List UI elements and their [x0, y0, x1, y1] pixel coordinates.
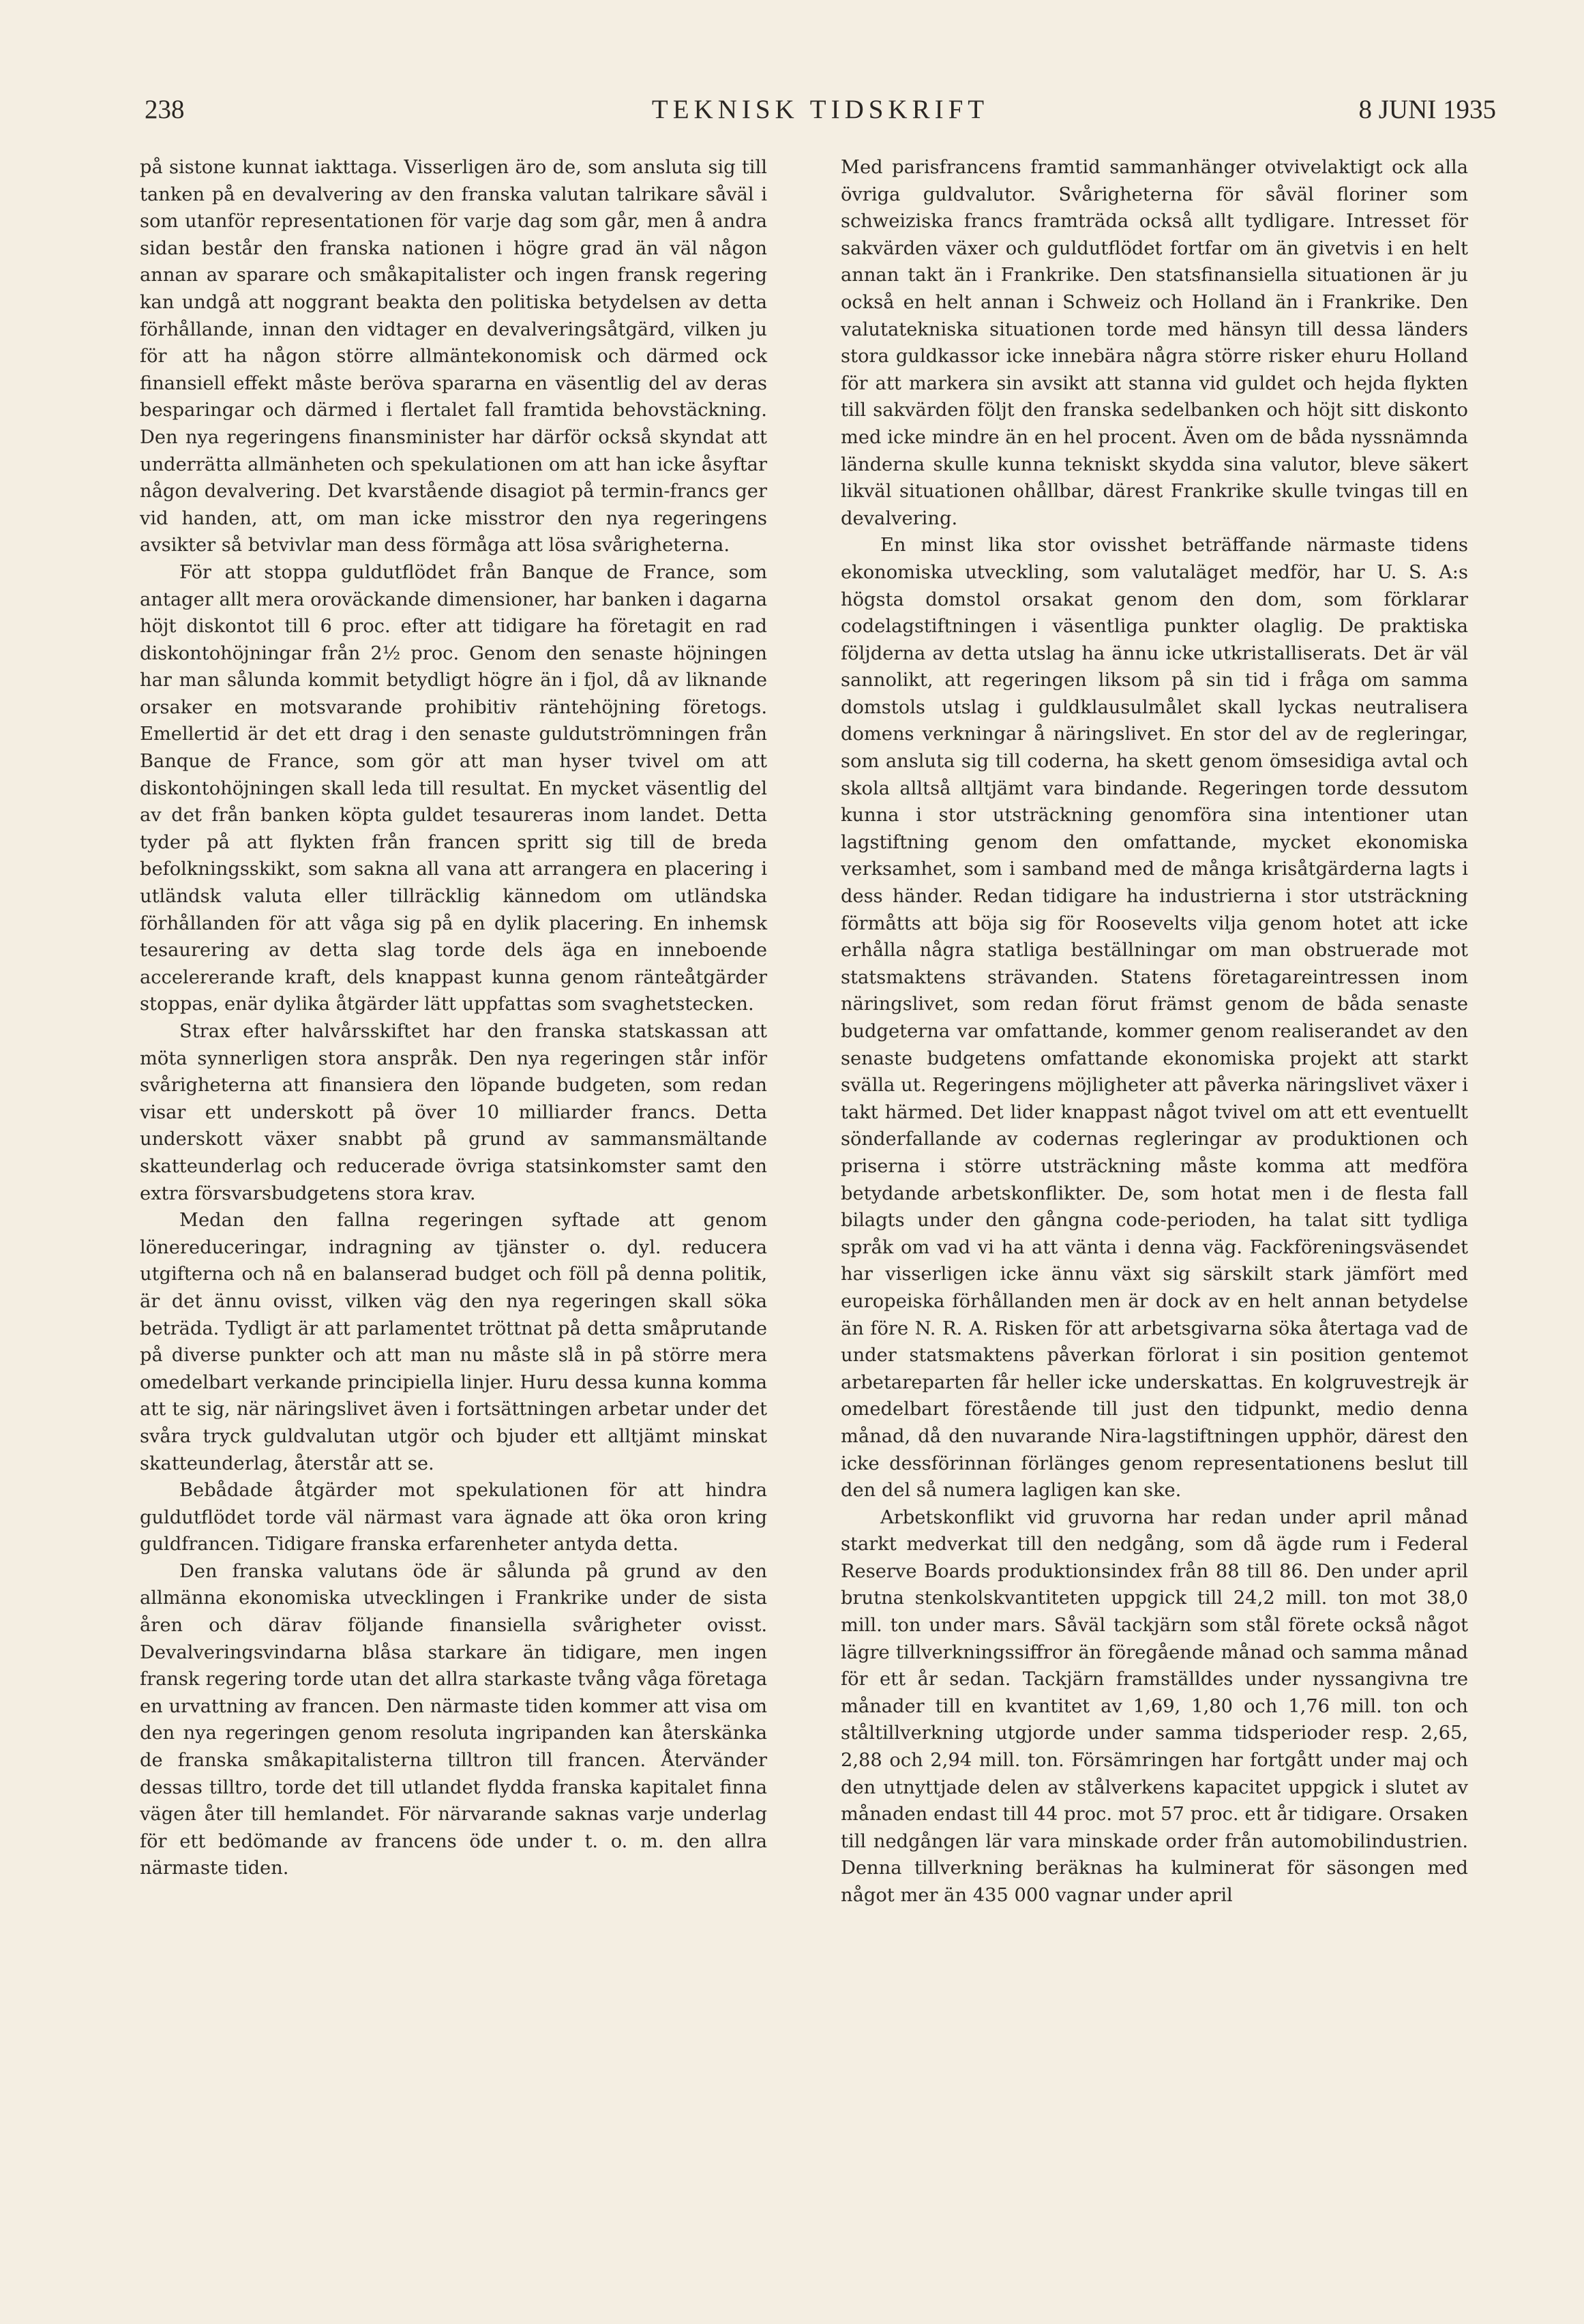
paragraph: Medan den fallna regeringen syftade att genom lönereduceringar, indragning av tjänster o. dyl. reducera utgifterna och nå en balanserad budget och föll på denna politik, är det ännu ovisst, vilken väg den nya regeringen skall söka beträda. Tydligt är att parlamentet tröttnat på detta småprutande på diverse punkter och att man nu måste slå in på större mera omedelbart verkande principiella linjer. Huru dessa kunna komma att te sig, när näringslivet även i fortsättningen arbetar under det svåra tryck guldvalutan utgör och bjuder ett alltjämt minskat skatteunderlag, återstår att se. [140, 1210, 767, 1474]
running-header [145, 94, 1496, 135]
issue-date: 8 JUNI 1935 [1358, 95, 1496, 124]
paragraph: Strax efter halvårsskiftet har den franska statskassan att möta synnerligen stora anspråk. Den nya regeringen står inför svårigheterna att finansiera den löpande budgeten, som redan visar ett underskott på över 10 milliarder francs. Detta underskott växer snabbt på grund av sammansmältande skatteunderlag och reducerade övriga statsinkomster samt den extra försvarsbudgetens stora krav. [140, 1021, 767, 1204]
journal-title: TEKNISK TIDSKRIFT [651, 95, 989, 124]
left-column [140, 154, 767, 1882]
paragraph: Bebådade åtgärder mot spekulationen för att hindra guldutflödet torde väl närmast vara ägnade att öka oron kring guldfrancen. Tidigare franska erfarenheter antyda detta. [140, 1480, 767, 1555]
paragraph: Den franska valutans öde är sålunda på grund av den allmänna ekonomiska utvecklingen i Frankrike under de sista åren och därav följande finansiella svårigheter ovisst. Devalveringsvindarna blåsa starkare än tidigare, men ingen fransk regering torde utan det allra starkaste tvång våga företaga en urvattning av francen. Den närmaste tiden kommer att visa om den nya regeringen genom resoluta ingripanden kan återskänka de franska småkapitalisterna tilltron till francen. Återvänder dessas tilltro, torde det till utlandet flydda franska kapitalet finna vägen åter till hemlandet. För närvarande saknas varje underlag för ett bedömande av francens öde under t. o. m. den allra närmaste tiden. [140, 1560, 767, 1879]
right-column [841, 154, 1468, 1909]
paragraph: Med parisfrancens framtid sammanhänger otvivelaktigt ock alla övriga guldvalutor. Svårigheterna för såväl floriner som schweiziska francs framträda också allt tydligare. Intresset för sakvärden växer och guldutflödet fortfar om än givetvis i en helt annan takt än i Frankrike. Den statsfinansiella situationen är ju också en helt annan i Schweiz och Holland än i Frankrike. Den valutatekniska situationen torde med hänsyn till dessa länders stora guldkassor icke innebära några större risker ehuru Holland för att markera sin avsikt att stanna vid guldet och hejda flykten till sakvärden följt den franska sedelbanken och höjt sitt diskonto med icke mindre än en hel procent. Även om de båda nyssnämnda länderna skulle kunna tekniskt skydda sina valutor, bleve säkert likväl situationen ohållbar, därest Frankrike skulle tvingas till en devalvering. [841, 157, 1468, 529]
paragraph: på sistone kunnat iakttaga. Visserligen äro de, som ansluta sig till tanken på en devalvering av den franska valutan talrikare såväl i som utanför representationen för varje dag som går, men å andra sidan består den franska nationen i högre grad än väl någon annan av sparare och småkapitalister och ingen fransk regering kan undgå att noggrant beakta den politiska betydelsen av detta förhållande, innan den vidtager en devalveringsåtgärd, vilken ju för att ha någon större allmäntekonomisk och därmed ock finansiell effekt måste beröva spararna en väsentlig del av deras besparingar och därmed i flertalet fall framtida behovstäckning. Den nya regeringens finansminister har därför också skyndat att underrätta allmänheten och spekulationen om att han icke åsyftar någon devalvering. Det kvarstående disagiot på termin-francs ger vid handen, att, om man icke misstror den nya regeringens avsikter så betvivlar man dess förmåga att lösa svårigheterna. [140, 157, 767, 556]
paragraph: En minst lika stor ovisshet beträffande närmaste tidens ekonomiska utveckling, som valutaläget medför, har U. S. A:s högsta domstol orsakat genom den dom, som förklarar codelagstiftningen i väsentliga punkter olaglig. De praktiska följderna av detta utslag ha ännu icke utkristalliserats. Det är väl sannolikt, att regeringen liksom på sin tid i fråga om samma domstols utslag i guldklausulmålet skall lyckas neutralisera domens verkningar å näringslivet. En stor del av de regleringar, som ansluta sig till coderna, ha skett genom ömsesidiga avtal och skola alltså alltjämt vara bindande. Regeringen torde dessutom kunna i stor utsträckning genomföra sina intentioner utan lagstiftning genom den omfattande, mycket ekonomiska verksamhet, som i samband med de många krisåtgärderna lagts i dess händer. Redan tidigare ha industrierna i stor utsträckning förmåtts att böja sig för Roosevelts vilja genom hotet att icke erhålla några statliga beställningar om man obstruerade mot statsmaktens strävanden. Statens företagareintressen inom näringslivet, som redan förut främst genom de båda senaste budgeterna var omfattande, kommer genom realiserandet av den senaste budgetens omfattande ekonomiska projekt att starkt svälla ut. Regeringens möjligheter att påverka näringslivet växer i takt härmed. Det lider knappast något tvivel om att ett eventuellt sönderfallande av codernas regleringar av produktionen och priserna i större utsträckning måste komma att medföra betydande arbetskonflikter. De, som hotat men i de flesta fall bilagts under den gångna code-perioden, ha talat sitt tydliga språk om vad vi ha att vänta i denna väg. Fackföreningsväsendet har visserligen icke ännu växt sig särskilt stark jämfört med europeiska förhållanden men är dock av en helt annan betydelse än före N. R. A. Risken för att arbetsgivarna söka återtaga vad de under statsmaktens påverkan förlorat i sin position gentemot arbetareparten får heller icke underskattas. En kolgruvestrejk är omedelbart förestående till just den tidpunkt, medio denna månad, då den nuvarande Nira-lagstiftningen upphör, därest den icke dessförinnan förlänges genom representationens beslut till den del så numera lagligen kan ske. [841, 535, 1468, 1502]
paragraph: För att stoppa guldutflödet från Banque de France, som antager allt mera oroväckande dimensioner, har banken i dagarna höjt diskontot till 6 proc. efter att tidigare ha företagit en rad diskontohöjningar från 2½ proc. Genom den senaste höjningen har man sålunda kommit betydligt högre än i fjol, då av liknande orsaker en motsvarande prohibitiv räntehöjning företogs. Emellertid är det ett drag i den senaste guldutströmningen från Banque de France, som gör att man hyser tvivel om att diskontohöjningen skall leda till resultat. En mycket väsentlig del av det från banken köpta guldet tesaureras inom landet. Detta tyder på att flykten från francen spritt sig till de breda befolkningsskikt, som sakna all vana att arrangera en placering i utländsk valuta eller tillräcklig kännedom om utländska förhållanden för att våga sig på en dylik placering. En inhemsk tesaurering av detta slag torde dels äga en inneboende accelererande kraft, dels knappast kunna genom ränteåtgärder stoppas, enär dylika åtgärder lätt uppfattas som svaghetstecken. [140, 561, 767, 1015]
page-number: 238 [145, 95, 185, 124]
paragraph: Arbetskonflikt vid gruvorna har redan under april månad starkt medverkat till den nedgång, som då ägde rum i Federal Reserve Boards produktionsindex från 88 till 86. Den under april brutna stenkolskvantiteten uppgick till 24,2 mill. ton mot 38,0 mill. ton under mars. Såväl tackjärn som stål förete också något lägre tillverkningssiffror än föregående månad och samma månad för ett år sedan. Tackjärn framställdes under nyssangivna tre månader till en kvantitet av 1,69, 1,80 och 1,76 mill. ton och ståltillverkning utgjorde under samma tidsperioder resp. 2,65, 2,88 och 2,94 mill. ton. Försämringen har fortgått under maj och den utnyttjade delen av stålverkens kapacitet uppgick i slutet av månaden endast till 44 proc. mot 57 proc. ett år tidigare. Orsaken till nedgången lär vara minskade order från automobilindustrien. Denna tillverkning beräknas ha kulminerat för säsongen med något mer än 435 000 vagnar under april [841, 1506, 1468, 1906]
